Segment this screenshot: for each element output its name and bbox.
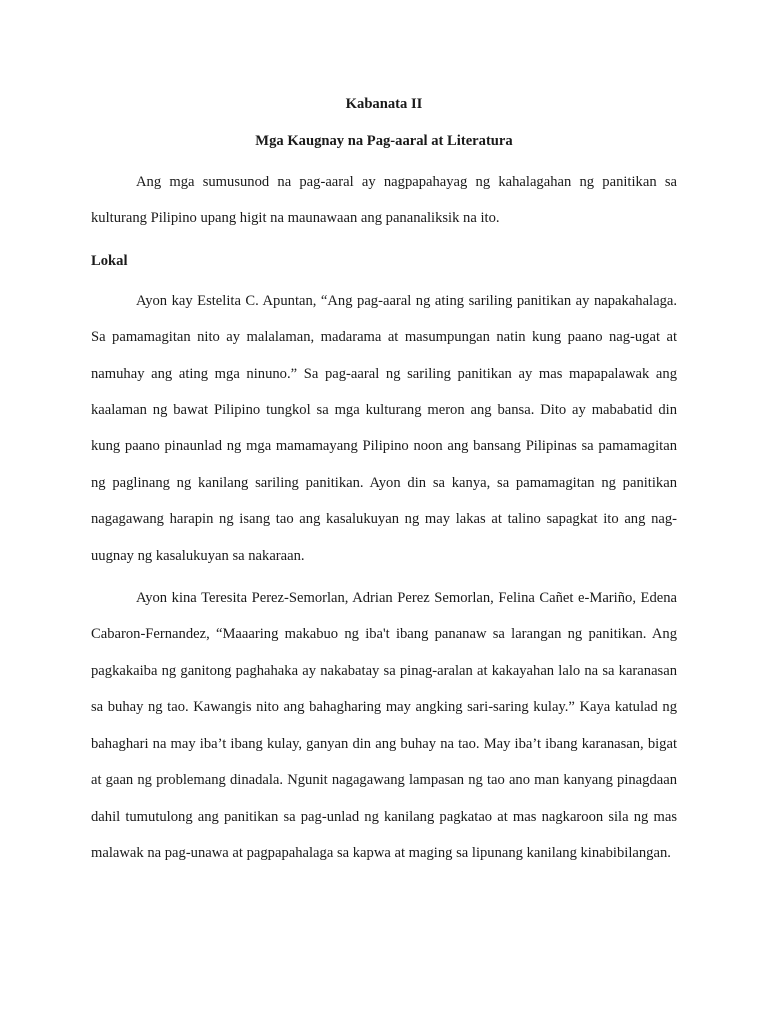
chapter-heading: Kabanata II: [345, 96, 423, 112]
paragraph-apuntan: Ayon kay Estelita C. Apuntan, “Ang pag-aaral ng ating sariling panitikan ay napakahalaga. Sa pamamagitan nito ay malalaman, madarama at masumpungan natin kung paano nag-ugat at namuhay ang ating mga ninuno.” Sa pag-aaral ng sariling panitikan ay mas mapapalawak ang kaalaman ng bawat Pilipino tungkol sa mga kulturang meron ang bansa. Dito ay mababatid din kung paano pinaunlad ng mga mamamayang Pilipino noon ang bansang Pilipinas sa pamamagitan ng paglinang ng kanilang sariling panitikan. Ayon din sa kanya, sa pamamagitan ng panitikan nagagawang harapin ng isang tao ang kasalukuyan ng may lakas at talino sapagkat ito ang nag-uugnay ng kasalukuyan sa nakaraan.: [91, 292, 677, 564]
paragraph-semorlan: Ayon kina Teresita Perez-Semorlan, Adrian Perez Semorlan, Felina Cañet e-Mariño, Edena Cabaron-Fernandez, “Maaaring makabuo ng iba't ibang pananaw sa larangan ng panitikan. Ang pagkakaiba ng ganitong paghahaka ay nakabatay sa pinag-aralan at kakayahan lalo na sa karanasan sa buhay ng tao. Kawangis nito ang bahagharing may angking sari-saring kulay.” Kaya katulad ng bahaghari na may iba’t ibang kulay, ganyan din ang buhay na tao. May iba’t ibang karanasan, bigat at gaan ng problemang dinadala. Ngunit nagagawang lampasan ng tao ano man kanyang pinagdaan dahil tumutulong ang panitikan sa pag-unlad ng kanilang pagkatao at mas nagkaroon sila ng mas malawak na pag-unawa at pagpapahalaga sa kapwa at maging sa lipunang kanilang kinabibilangan.: [91, 590, 677, 861]
document-body: [91, 90, 677, 877]
section-heading-lokal: Lokal: [91, 252, 128, 269]
chapter-title: Mga Kaugnay na Pag-aaral at Literatura: [255, 133, 513, 149]
intro-paragraph: Ang mga sumusunod na pag-aaral ay nagpapahayag ng kahalagahan ng panitikan sa kulturang Pilipino upang higit na maunawaan ang pananaliksik na ito.: [91, 174, 677, 227]
